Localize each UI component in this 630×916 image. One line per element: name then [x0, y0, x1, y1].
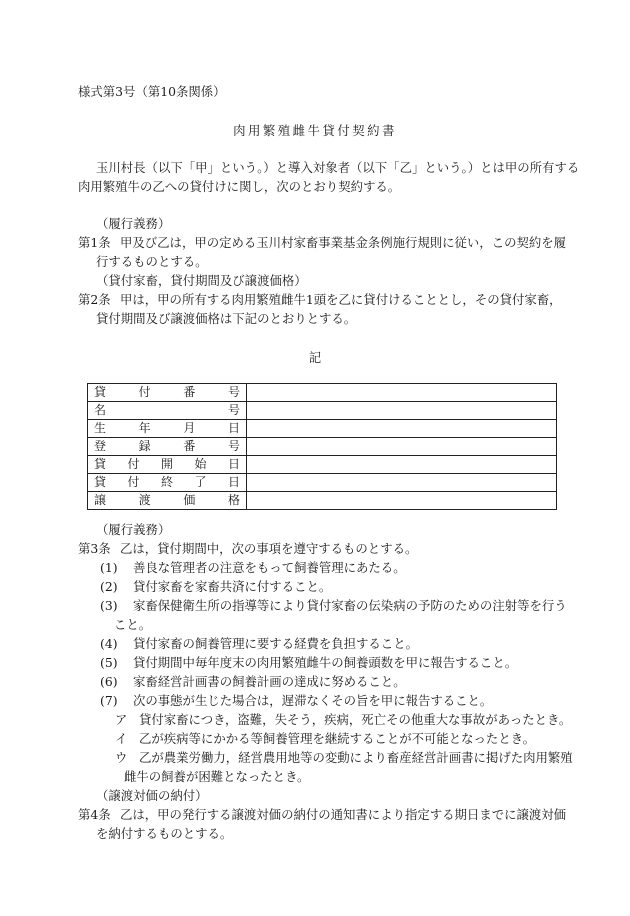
- row-label: 譲渡価格: [88, 492, 247, 510]
- list-item: [100, 693, 492, 709]
- row-label: 貸付開始日: [88, 456, 247, 474]
- item-text: 貸付家畜の飼養管理に要する経費を負担すること。: [133, 636, 418, 651]
- list-item: [100, 560, 406, 576]
- article-1: [78, 235, 566, 251]
- ki-heading: 記: [308, 350, 322, 365]
- form-number: 様式第3号（第10条関係）: [78, 84, 226, 99]
- article-2-number: 第2条: [78, 292, 111, 307]
- sub-item-marker: ウ: [115, 750, 128, 765]
- article-4: [78, 807, 566, 823]
- row-value: [247, 420, 557, 438]
- item-text: 家畜経営計画書の飼養計画の達成に努めること。: [133, 674, 406, 689]
- article-1-number: 第1条: [78, 235, 111, 250]
- sub-item: [115, 750, 573, 766]
- item-number: (2): [100, 579, 118, 594]
- sub-item: [115, 731, 535, 747]
- article-3-text: 乙は，貸付期間中，次の事項を遵守するものとする。: [120, 541, 418, 556]
- article-2-continuation: 貸付期間及び譲渡価格は下記のとおりとする。: [96, 311, 357, 326]
- sub-item-text: 貸付家畜につき，盗難，失そう，疾病，死亡その他重大な事故があったとき。: [139, 712, 572, 727]
- table-row: [88, 474, 557, 492]
- list-item: [100, 579, 331, 595]
- document-title: 肉用繁殖雌牛貸付契約書: [233, 123, 397, 138]
- sub-item-marker: イ: [115, 731, 128, 746]
- row-value: [247, 384, 557, 402]
- item-number: (4): [100, 636, 118, 651]
- table-row: [88, 402, 557, 420]
- article-4-continuation: を納付するものとする。: [96, 826, 233, 841]
- row-value: [247, 492, 557, 510]
- table-row: [88, 420, 557, 438]
- row-value: [247, 402, 557, 420]
- row-value: [247, 456, 557, 474]
- item-text: 貸付期間中毎年度末の肉用繁殖雌牛の飼養頭数を甲に報告すること。: [133, 655, 518, 670]
- article-3-number: 第3条: [78, 541, 111, 556]
- article-2-caption: （貸付家畜，貸付期間及び譲渡価格）: [96, 273, 307, 288]
- article-3: [78, 541, 417, 557]
- intro-line-1: 玉川村長（以下「甲」という。）と導入対象者（以下「乙」という。）とは甲の所有する: [96, 160, 580, 175]
- sub-item: [115, 712, 571, 728]
- article-4-text: 乙は，甲の発行する譲渡対価の納付の通知書により指定する期日までに譲渡対価: [120, 807, 567, 822]
- row-value: [247, 474, 557, 492]
- sub-item-text: 乙が疾病等にかかる等飼養管理を継続することが不可能となったとき。: [139, 731, 536, 746]
- intro-line-2: 肉用繁殖牛の乙への貸付けに関し，次のとおり契約する。: [78, 179, 401, 194]
- article-2-text: 甲は，甲の所有する肉用繁殖雌牛1頭を乙に貸付けることとし，その貸付家畜，: [120, 292, 562, 307]
- item-number: (6): [100, 674, 118, 689]
- item-number: (1): [100, 560, 118, 575]
- loan-details-table: [87, 383, 557, 510]
- item-number: (5): [100, 655, 118, 670]
- article-1-caption: （履行義務）: [96, 216, 171, 231]
- row-label: 名号: [88, 402, 247, 420]
- list-item: [100, 655, 517, 671]
- sub-item-text: 乙が農業労働力，経営農用地等の変動により畜産経営計画書に掲げた肉用繁殖: [139, 750, 573, 765]
- row-value: [247, 438, 557, 456]
- article-1-continuation: 行するものとする。: [96, 254, 208, 269]
- table-row: [88, 438, 557, 456]
- item-text: 家畜保健衛生所の指導等により貸付家畜の伝染病の予防のための注射等を行う: [133, 598, 567, 613]
- item-number: (3): [100, 598, 118, 613]
- list-item: [100, 636, 418, 652]
- list-item: [100, 598, 567, 614]
- table-row: [88, 492, 557, 510]
- row-label: 登録番号: [88, 438, 247, 456]
- article-2: [78, 292, 562, 308]
- row-label: 貸付番号: [88, 384, 247, 402]
- article-1-text: 甲及び乙は，甲の定める玉川村家畜事業基金条例施行規則に従い，この契約を履: [120, 235, 567, 250]
- article-3-caption: （履行義務）: [96, 522, 171, 537]
- article-4-number: 第4条: [78, 807, 111, 822]
- sub-item-marker: ア: [115, 712, 128, 727]
- list-item: [100, 674, 406, 690]
- row-label: 貸付終了日: [88, 474, 247, 492]
- item-number: (7): [100, 693, 118, 708]
- item-text: 善良な管理者の注意をもって飼養管理にあたる。: [133, 560, 406, 575]
- item-text: 次の事態が生じた場合は，遅滞なくその旨を甲に報告すること。: [133, 693, 493, 708]
- item-text: 貸付家畜を家畜共済に付すること。: [133, 579, 332, 594]
- row-label: 生年月日: [88, 420, 247, 438]
- item-continuation: こと。: [114, 617, 152, 632]
- sub-item-continuation: 雌牛の飼養が困難となったとき。: [124, 769, 310, 784]
- table-row: [88, 384, 557, 402]
- article-4-caption: （譲渡対価の納付）: [96, 788, 208, 803]
- table-row: [88, 456, 557, 474]
